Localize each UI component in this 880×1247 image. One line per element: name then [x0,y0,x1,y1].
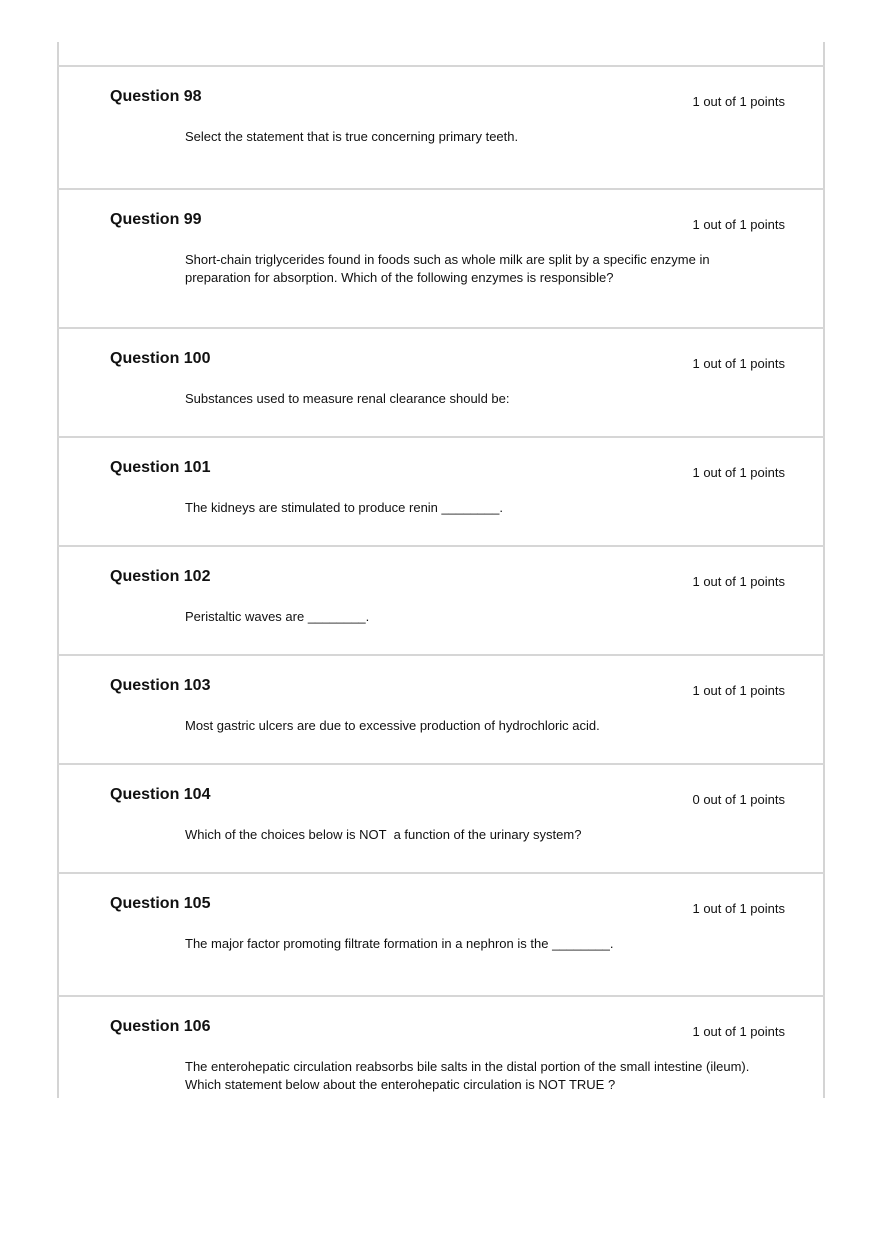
question-score: 1 out of 1 points [692,1024,785,1039]
question-98 [57,65,825,188]
question-106 [57,995,825,1098]
question-text: The major factor promoting filtrate formation in a nephron is the ________. [185,936,614,951]
question-title: Question 103 [110,677,211,694]
question-title: Question 98 [110,88,202,105]
question-104 [57,763,825,872]
question-score: 1 out of 1 points [692,574,785,589]
question-title: Question 100 [110,350,211,367]
question-text: Most gastric ulcers are due to excessive production of hydrochloric acid. [185,718,600,733]
question-title: Question 102 [110,568,211,585]
question-score: 1 out of 1 points [692,901,785,916]
question-title: Question 104 [110,786,211,803]
question-title: Question 99 [110,211,202,228]
question-score: 1 out of 1 points [692,217,785,232]
question-title: Question 106 [110,1018,211,1035]
question-title: Question 101 [110,459,211,476]
question-101 [57,436,825,545]
question-text: Peristaltic waves are ________. [185,609,370,624]
question-text: The kidneys are stimulated to produce renin ________. [185,500,503,515]
question-text: Short-chain triglycerides found in foods such as whole milk are split by a specific enzyme in preparation for absorption. Which of the following enzymes is responsible? [185,252,710,285]
question-title: Question 105 [110,895,211,912]
question-score: 1 out of 1 points [692,683,785,698]
question-text: Which of the choices below is NOT a function of the urinary system? [185,827,582,842]
question-text: Select the statement that is true concerning primary teeth. [185,129,519,144]
question-text: The enterohepatic circulation reabsorbs bile salts in the distal portion of the small intestine (ileum). Which statement below about the enterohepatic circulation is NOT TRUE ? [185,1059,757,1092]
question-score: 0 out of 1 points [692,792,785,807]
question-text: Substances used to measure renal clearance should be: [185,391,510,406]
question-100 [57,327,825,436]
question-score: 1 out of 1 points [692,356,785,371]
question-score: 1 out of 1 points [692,94,785,109]
question-103 [57,654,825,763]
question-102 [57,545,825,654]
question-99 [57,188,825,327]
question-score: 1 out of 1 points [692,465,785,480]
question-105 [57,872,825,995]
